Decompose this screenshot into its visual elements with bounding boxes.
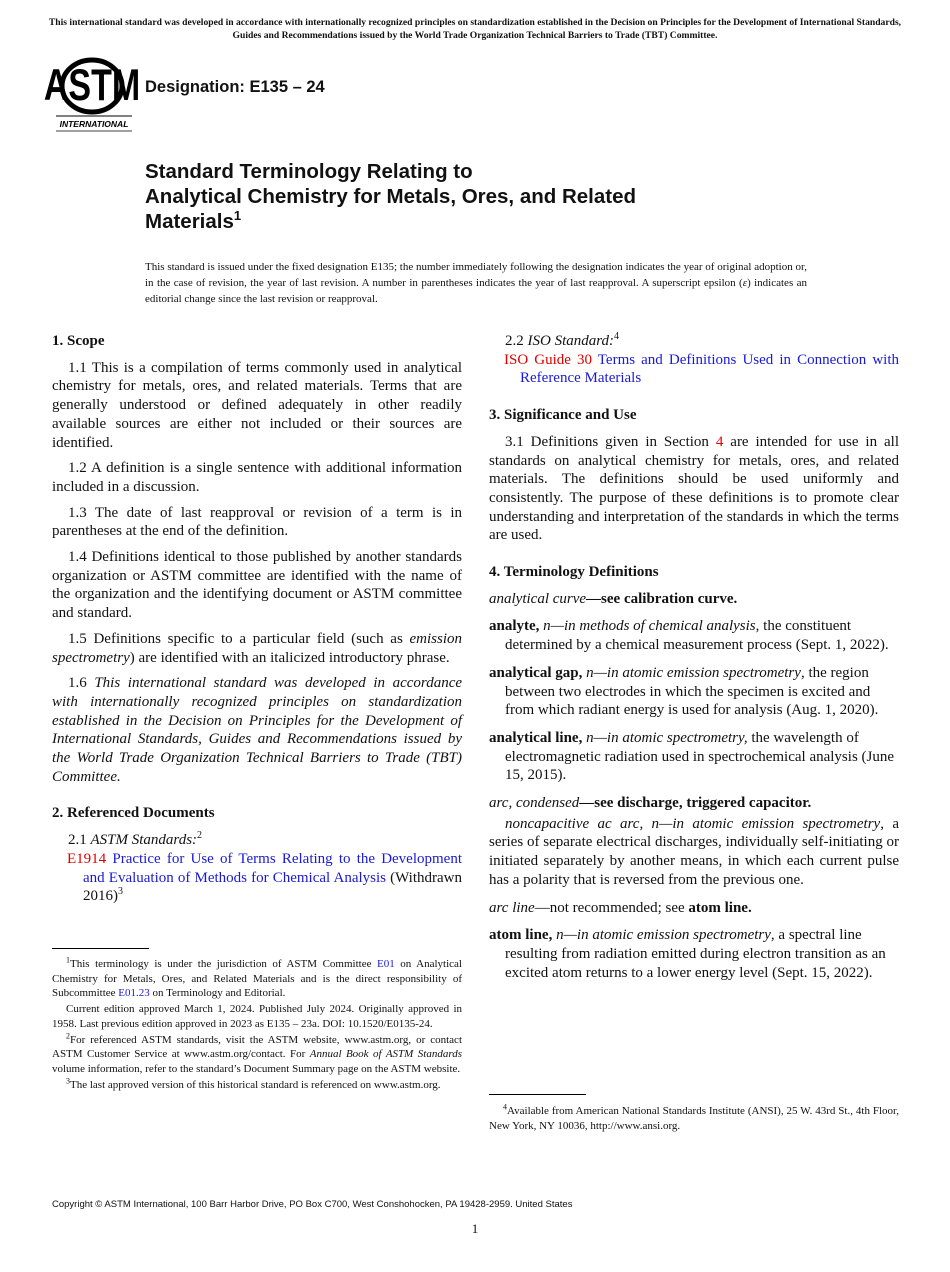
paragraph: 1.4 Definitions identical to those published by another standards organization or ASTM committee are identified with the name of the organization and the identifying document or ASTM committee and standard. (52, 549, 462, 622)
footnote-4: $^4$Available from American National Standards Institute (ANSI), 25 W. 43rd St., 4th Floor, New York, NY 10036, http://www.ansi.org. (489, 1102, 899, 1132)
section-heading: 1. Scope (52, 333, 105, 349)
footnotes-right (489, 1094, 899, 1134)
reference-title-link[interactable]: Practice for Use of Terms Relating to the Development and Evaluation of Methods for Chemical Analysis (83, 850, 463, 886)
footnote-1: $^1$This terminology is under the jurisdiction of ASTM Committee E01 on Analytical Chemistry for Metals, Ores, and Related Materials and is the direct responsibility of Subcommittee E01.23 on Terminology and Editorial. (52, 955, 462, 1000)
paragraph: 1.2 A definition is a single sentence with additional information included in a discussion. (52, 460, 462, 495)
reference-code-link[interactable]: E1914 (67, 850, 107, 867)
footnote-ref[interactable]: 1 (233, 208, 242, 224)
title-line: Standard Terminology Relating to (145, 160, 473, 183)
committee-link[interactable]: E01 (376, 958, 395, 970)
section-link[interactable]: 4 (715, 433, 724, 450)
designation-note: This standard is issued under the fixed designation E135; the number immediately following the designation indicates the year of original adoption or, in the case of revision, the year of last revision. A number in parentheses indicates the year of last reapproval. A superscript epsilon (ε) indicates an editorial change since the last revision or reapproval. (145, 261, 807, 305)
section-heading: 3. Significance and Use (489, 407, 637, 424)
paragraph: 2.1 ASTM Standards:$^2$ (68, 830, 203, 849)
paragraph: 1.6 This international standard was developed in accordance with internationally recognized principles on standardization established in the Decision on Principles for the Development of International Standards, Guides and Recommendations issued by the World Trade Organization Technical Barriers to Trade (TBT) Committee. (52, 675, 463, 785)
definition-arc-line: arc line—not recommended; see atom line. (489, 899, 752, 916)
reference-title-link[interactable]: Terms and Definitions Used in Connection with Reference Materials (520, 351, 899, 387)
svg-text:ASTM: ASTM (43, 60, 141, 111)
definition-atom-line: atom line, n—in atomic emission spectrometry, a spectral line resulting from radiation emitted during electron transition as an excited atom returns to a lower energy level (Sept. 15, 2022). (489, 927, 886, 981)
definition-analytical-curve: analytical curve—see calibration curve. (489, 590, 738, 607)
page-number: 1 (471, 1221, 479, 1236)
tbt-notice: This international standard was developed in accordance with internationally recognized principles on standardization established in the Decision on Principles for the Development of International Standards, Guides and Recommendations issued by the World Trade Organization Technical Barriers to Trade (TBT) Committee. (48, 17, 902, 41)
copyright: Copyright © ASTM International, 100 Barr Harbor Drive, PO Box C700, West Conshohocken, PA 19428-2959. United States (52, 1199, 573, 1210)
paragraph: 3.1 Definitions given in Section 4 are intended for use in all standards on analytical chemistry for metals, ores, and related materials. The definitions should be used uniformly and consistently. The purpose of these definitions is to promote clear understanding and interpretation of the standards in which the terms are used. (489, 433, 900, 544)
definition-analyte: analyte, n—in methods of chemical analysis, the constituent determined by a chemical measurement process (Sept. 1, 2022). (489, 618, 889, 654)
definition-analytical-gap: analytical gap, n—in atomic emission spectrometry, the region between two electrodes in which the specimen is excited and from which radiant energy is used for analysis (Aug. 1, 2020). (489, 664, 879, 719)
paragraph: 2.2 ISO Standard:$^4$ (505, 331, 620, 349)
footnote-ref[interactable]: 3 (118, 886, 123, 898)
definition-analytical-line: analytical line, n—in atomic spectrometry, the wavelength of electromagnetic radiation used in spectrochemical analysis (June 15, 2015). (489, 729, 895, 784)
paragraph: 1.5 Definitions specific to a particular field (such as emission spectrometry) are identified with an italicized introductory phrase. (52, 630, 462, 666)
footnote-ref[interactable]: 4 (614, 331, 620, 342)
footnote-ref[interactable]: 2 (197, 830, 203, 842)
subcommittee-link[interactable]: E01.23 (118, 987, 150, 1000)
footnote-3: $^3$The last approved version of this historical standard is referenced on www.astm.org. (66, 1075, 441, 1091)
astm-logo (43, 56, 141, 132)
reference-iso-guide-30 (489, 351, 899, 388)
paragraph: 1.3 The date of last reapproval or revision of a term is in parentheses at the end of the definition. (52, 504, 462, 540)
paragraph: 1.1 This is a compilation of terms commonly used in analytical chemistry for metals, ores, and related materials. Terms that are generally understood or defined adequately in other readily available sources are either not included or their sources are identified. (52, 359, 462, 451)
document-title (145, 159, 745, 234)
footnotes-left (52, 948, 462, 1093)
designation: Designation: E135 – 24 (145, 78, 325, 96)
section-heading: 4. Terminology Definitions (489, 564, 659, 581)
svg-text:INTERNATIONAL: INTERNATIONAL (59, 119, 129, 129)
right-column (489, 332, 899, 991)
title-line: Materials (145, 210, 234, 233)
reference-e1914: E1914 Practice for Use of Terms Relating to the Development and Evaluation of Methods for Chemical Analysis (Withdrawn 2016)$^3$ (67, 850, 463, 905)
title-line: Analytical Chemistry for Metals, Ores, and Related (145, 185, 637, 208)
definition-arc-condensed: arc, condensed—see discharge, triggered capacitor. (489, 795, 812, 812)
section-heading: 2. Referenced Documents (52, 805, 215, 822)
footnote-2: $^2$For referenced ASTM standards, visit the ASTM website, www.astm.org, or contact ASTM Customer Service at www.astm.org/contact. For Annual Book of ASTM Standards volume information, refer to the standard’s Document Summary page on the ASTM website. (52, 1030, 462, 1075)
definition-noncapacitive-ac-arc: noncapacitive ac arc, n—in atomic emission spectrometry, a series of separate electrical discharges, individually self-initiating or initiated separately by another means, in which each current pulse has a polarity that is reversed from the previous one. (489, 815, 899, 888)
left-column (52, 332, 462, 906)
reference-code-link[interactable]: ISO Guide 30 (504, 351, 592, 368)
edition-note: Current edition approved March 1, 2024. Published July 2024. Originally approved in 1958. Last previous edition approved in 2023 as E135 – 23a. DOI: 10.1520/E0135-24. (52, 1003, 462, 1030)
